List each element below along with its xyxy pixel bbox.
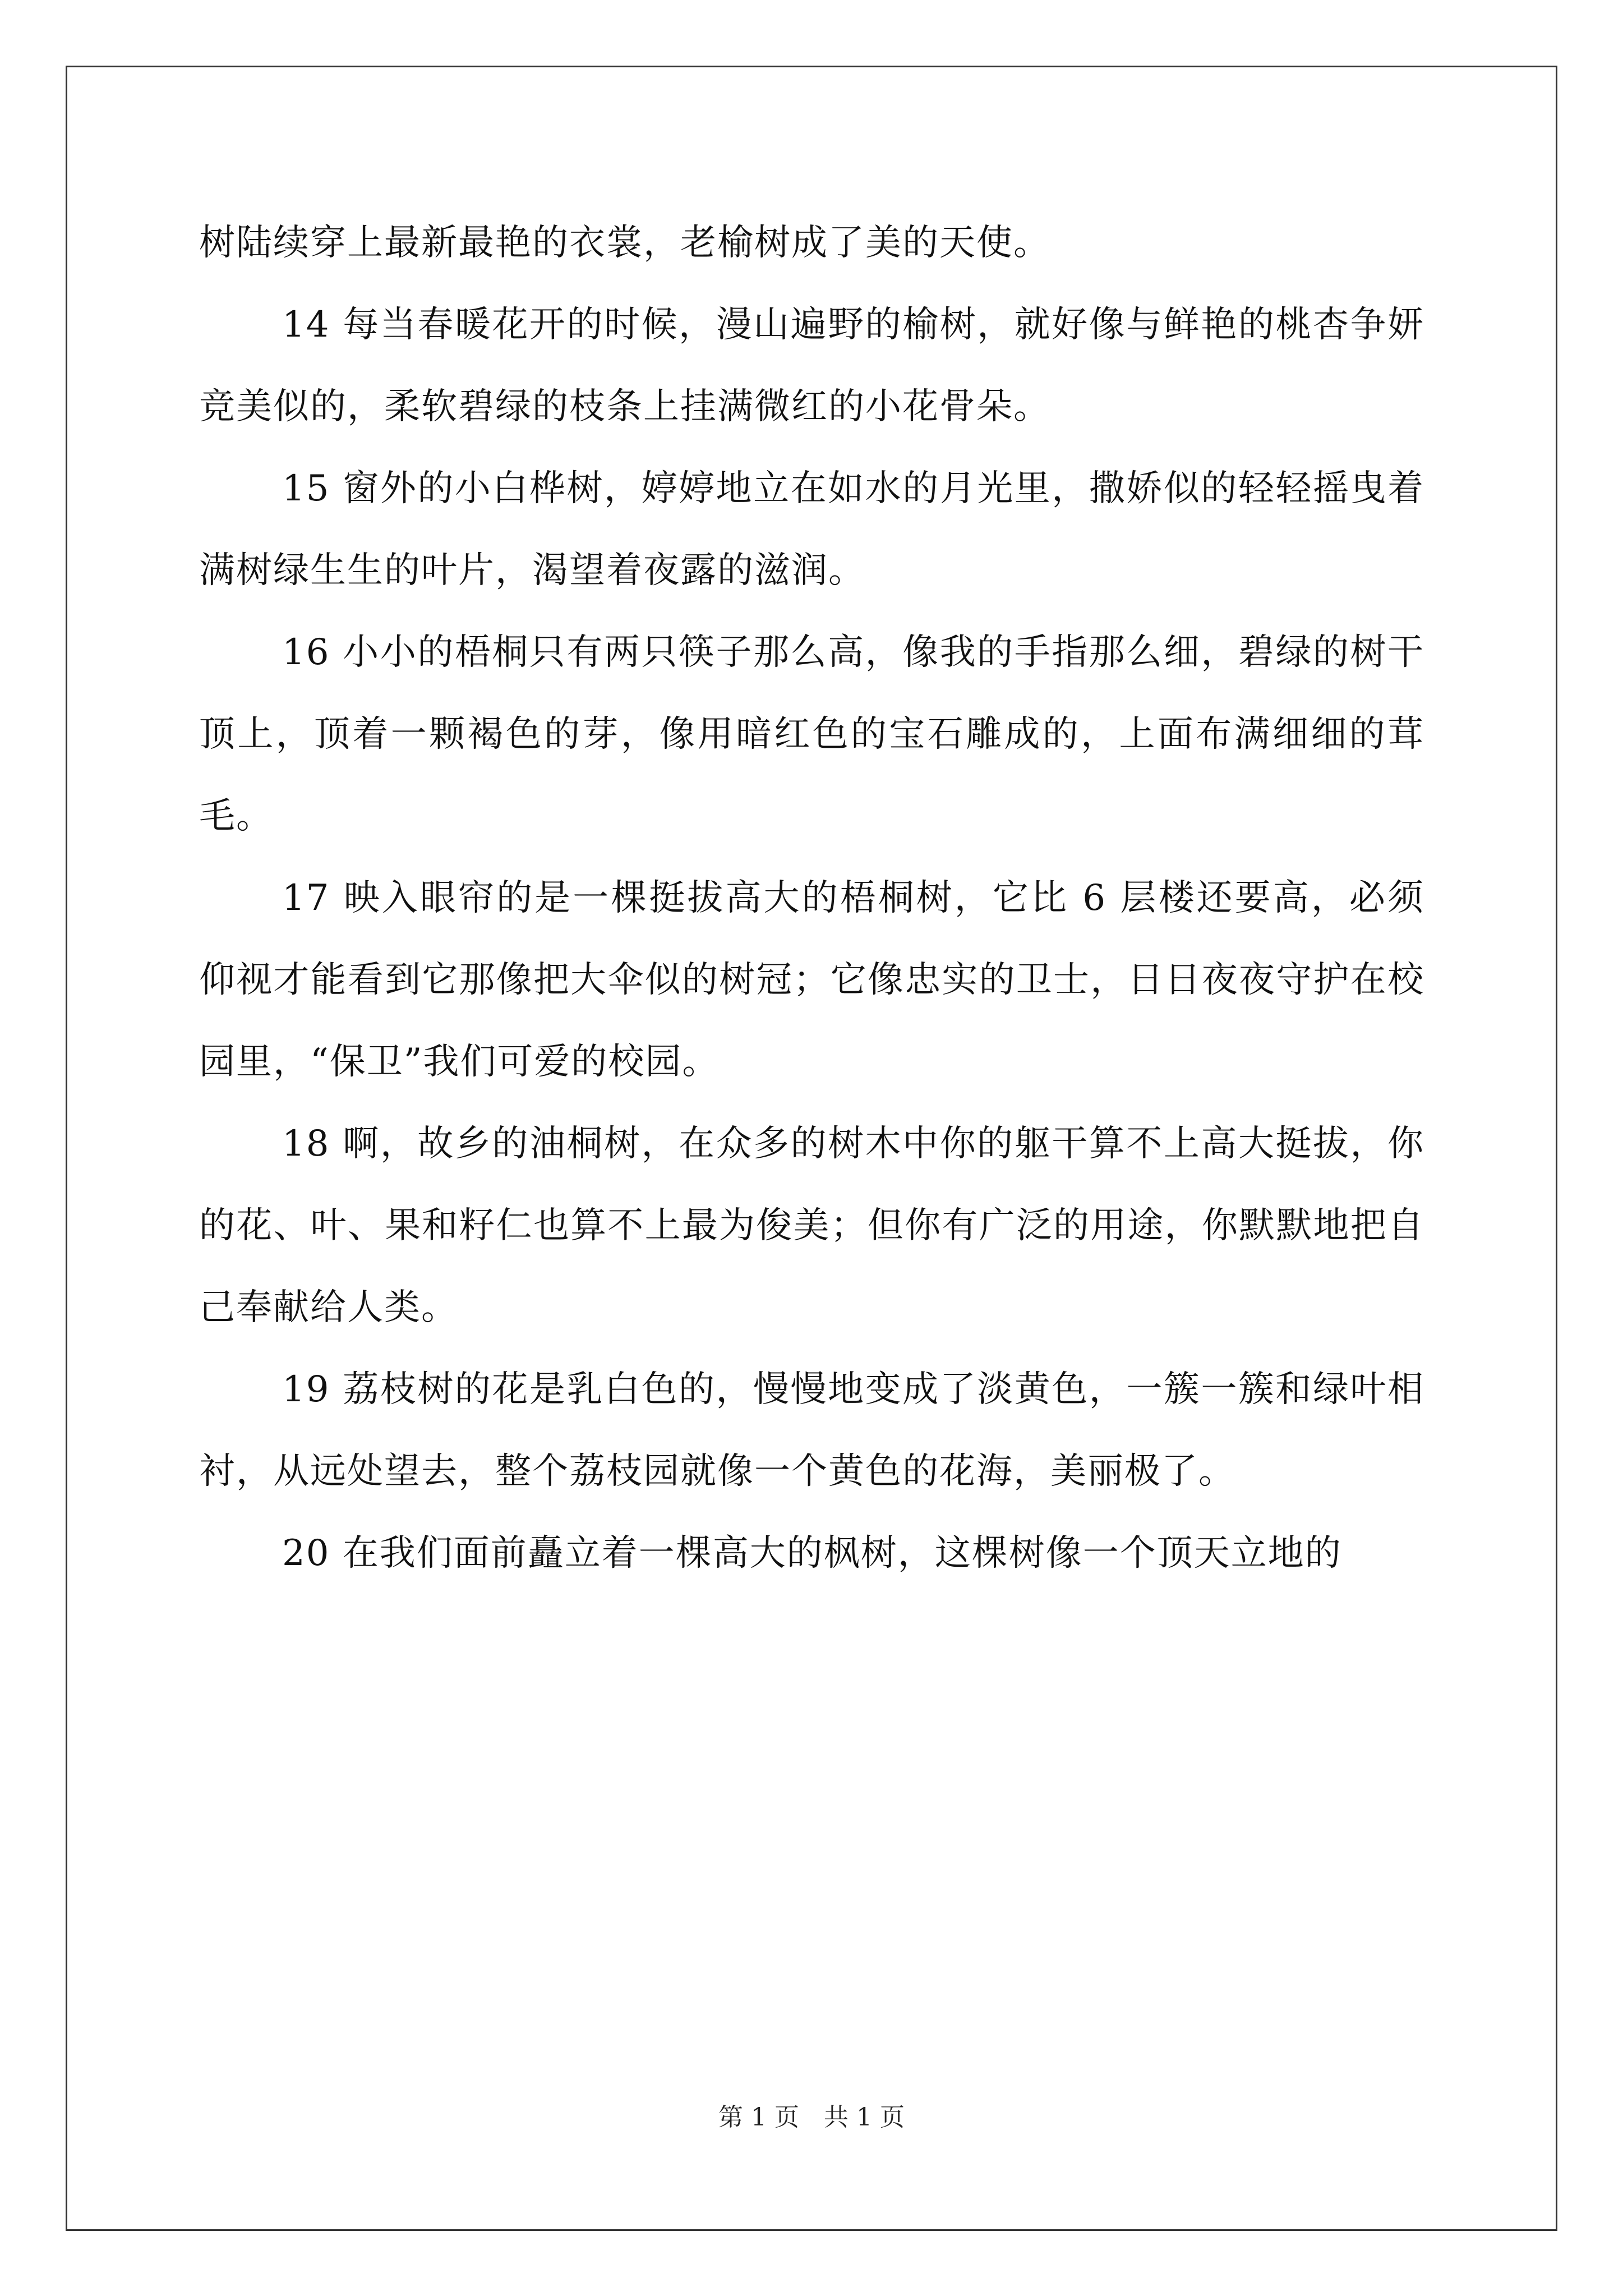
paragraph: 19 荔枝树的花是乳白色的，慢慢地变成了淡黄色，一簇一簇和绿叶相衬，从远处望去，整个荔枝园就像一个黄色的花海，美丽极了。: [199, 1369, 1424, 1492]
paragraph: 14 每当春暖花开的时候，漫山遍野的榆树，就好像与鲜艳的桃杏争妍竞美似的，柔软碧绿的枝条上挂满微红的小花骨朵。: [199, 304, 1424, 427]
paragraph: 20 在我们面前矗立着一棵高大的枫树，这棵树像一个顶天立地的: [282, 1533, 1342, 1574]
paragraph: 17 映入眼帘的是一棵挺拔高大的梧桐树，它比 6 层楼还要高，必须仰视才能看到它那像把大伞似的树冠；它像忠实的卫士，日日夜夜守护在校园里，“保卫”我们可爱的校园。: [199, 877, 1424, 1083]
paragraph: 18 啊，故乡的油桐树，在众多的树木中你的躯干算不上高大挺拔，你的花、叶、果和籽仁也算不上最为俊美；但你有广泛的用途，你默默地把自己奉献给人类。: [199, 1123, 1424, 1328]
paragraph: 16 小小的梧桐只有两只筷子那么高，像我的手指那么细，碧绿的树干顶上，顶着一颗褐色的芽，像用暗红色的宝石雕成的，上面布满细细的茸毛。: [199, 632, 1424, 837]
paragraph: 15 窗外的小白桦树，婷婷地立在如水的月光里，撒娇似的轻轻摇曳着满树绿生生的叶片，渴望着夜露的滋润。: [199, 468, 1424, 591]
page-footer: 第 1 页 共 1 页: [718, 2103, 905, 2132]
paragraph: 树陆续穿上最新最艳的衣裳，老榆树成了美的天使。: [199, 222, 1050, 264]
document-body: [199, 202, 1424, 1594]
